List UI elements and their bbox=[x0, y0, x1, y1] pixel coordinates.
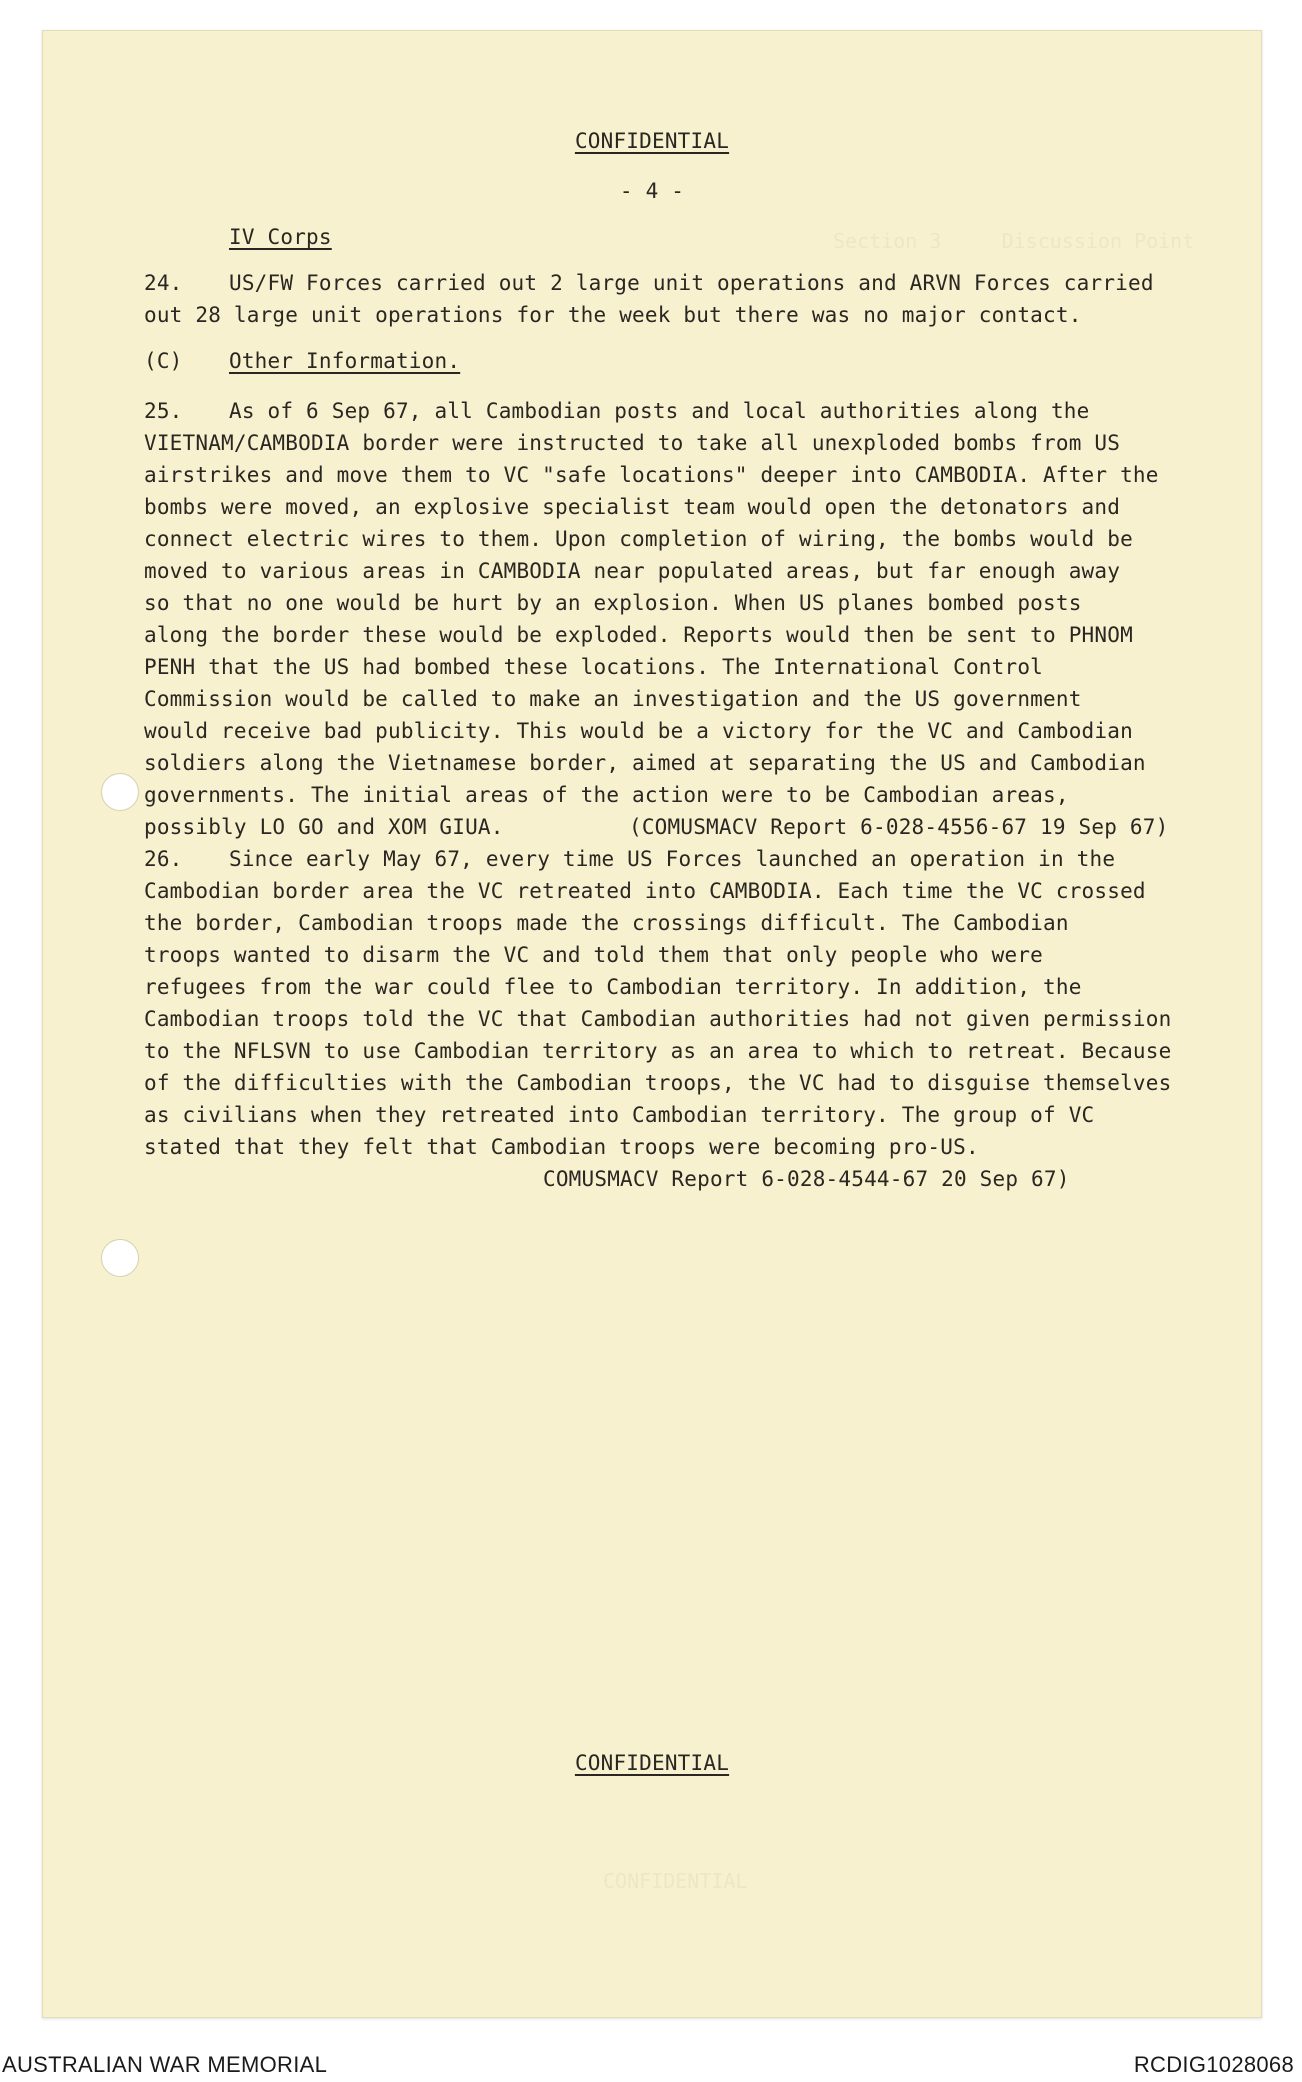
para-25-line: moved to various areas in CAMBODIA near populated areas, but far enough away bbox=[144, 559, 1121, 583]
punch-hole bbox=[101, 773, 139, 811]
classification-footer: CONFIDENTIAL bbox=[574, 1751, 730, 1775]
para-25-line: so that no one would be hurt by an explosion. When US planes bombed posts bbox=[144, 591, 1082, 615]
para-26-line: stated that they felt that Cambodian troops were becoming pro-US. bbox=[144, 1135, 979, 1159]
punch-hole bbox=[101, 1239, 139, 1277]
sub-heading-marker: (C) bbox=[144, 349, 183, 373]
para-26-source: COMUSMACV Report 6-028-4544-67 20 Sep 67) bbox=[543, 1167, 1070, 1191]
sub-heading: Other Information. bbox=[229, 349, 461, 373]
para-25-line: soldiers along the Vietnamese border, aimed at separating the US and Cambodian bbox=[144, 751, 1146, 775]
para-26-line: Since early May 67, every time US Forces launched an operation in the bbox=[229, 847, 1116, 871]
para-26-line: as civilians when they retreated into Cambodian territory. The group of VC bbox=[144, 1103, 1095, 1127]
para-26-line: Cambodian troops told the VC that Cambodian authorities had not given permission bbox=[144, 1007, 1172, 1031]
para-26-line: of the difficulties with the Cambodian troops, the VC had to disguise themselves bbox=[144, 1071, 1172, 1095]
document-page bbox=[42, 30, 1262, 2018]
para-25-line: Commission would be called to make an investigation and the US government bbox=[144, 687, 1082, 711]
page-number: - 4 - bbox=[619, 179, 685, 203]
para-25-number: 25. bbox=[144, 399, 183, 423]
para-25-line: VIETNAM/CAMBODIA border were instructed to take all unexploded bombs from US bbox=[144, 431, 1121, 455]
para-24-line: out 28 large unit operations for the week but there was no major contact. bbox=[144, 303, 1082, 327]
para-25-line: PENH that the US had bombed these locations. The International Control bbox=[144, 655, 1044, 679]
show-through-text: CONFIDENTIAL bbox=[603, 1869, 748, 1893]
para-25-line: As of 6 Sep 67, all Cambodian posts and local authorities along the bbox=[229, 399, 1090, 423]
para-25-line: bombs were moved, an explosive specialist team would open the detonators and bbox=[144, 495, 1121, 519]
archive-reference: RCDIG1028068 bbox=[1133, 2052, 1294, 2077]
para-26-number: 26. bbox=[144, 847, 183, 871]
archive-credit: AUSTRALIAN WAR MEMORIAL bbox=[2, 2052, 328, 2077]
para-26-line: the border, Cambodian troops made the crossings difficult. The Cambodian bbox=[144, 911, 1069, 935]
para-24-number: 24. bbox=[144, 271, 183, 295]
para-26-line: Cambodian border area the VC retreated into CAMBODIA. Each time the VC crossed bbox=[144, 879, 1146, 903]
para-25-line: airstrikes and move them to VC "safe locations" deeper into CAMBODIA. After the bbox=[144, 463, 1159, 487]
para-25-source: (COMUSMACV Report 6-028-4556-67 19 Sep 67) bbox=[629, 815, 1169, 839]
para-25-line: connect electric wires to them. Upon completion of wiring, the bombs would be bbox=[144, 527, 1133, 551]
classification-header: CONFIDENTIAL bbox=[574, 129, 730, 153]
para-25-line: would receive bad publicity. This would be a victory for the VC and Cambodian bbox=[144, 719, 1133, 743]
para-25-line: possibly LO GO and XOM GIUA. bbox=[144, 815, 504, 839]
para-26-line: to the NFLSVN to use Cambodian territory as an area to which to retreat. Because bbox=[144, 1039, 1172, 1063]
para-26-line: troops wanted to disarm the VC and told them that only people who were bbox=[144, 943, 1044, 967]
para-26-line: refugees from the war could flee to Cambodian territory. In addition, the bbox=[144, 975, 1082, 999]
para-24-line: US/FW Forces carried out 2 large unit operations and ARVN Forces carried bbox=[229, 271, 1154, 295]
section-heading: IV Corps bbox=[229, 225, 332, 249]
para-25-line: along the border these would be exploded. Reports would then be sent to PHNOM bbox=[144, 623, 1133, 647]
show-through-text: Section 3 Discussion Point bbox=[833, 229, 1195, 253]
para-25-line: governments. The initial areas of the action were to be Cambodian areas, bbox=[144, 783, 1069, 807]
